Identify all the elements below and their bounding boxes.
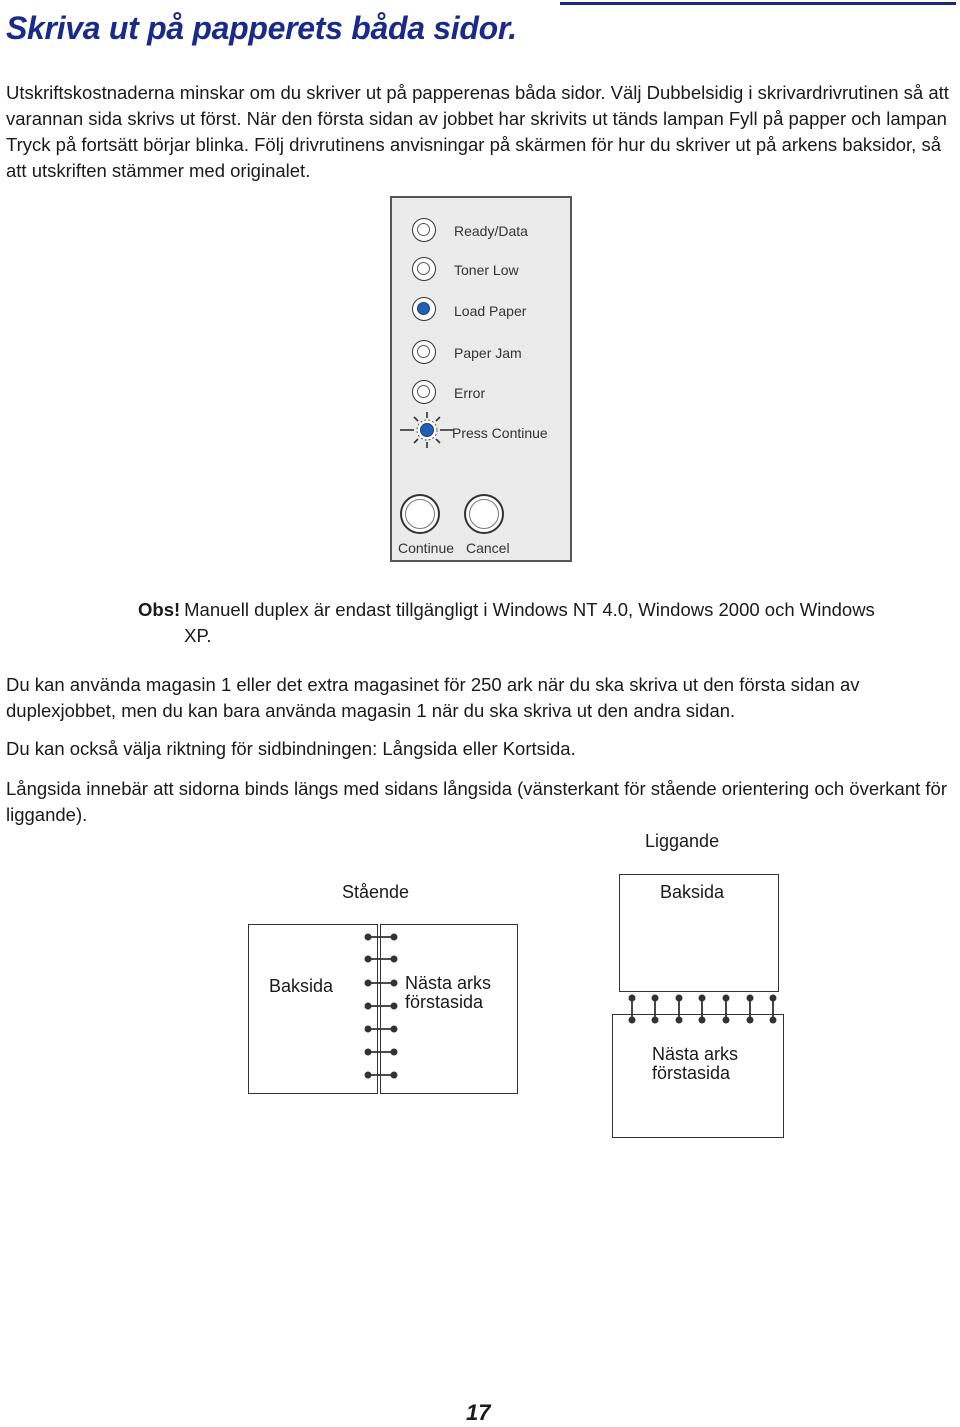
landscape-back-label: Baksida [660, 882, 725, 902]
light-label-paper-jam: Paper Jam [454, 345, 522, 361]
intro-paragraph: Utskriftskostnaderna minskar om du skriver ut på papperenas båda sidor. Välj Dubbelsidig i skrivardrivrutinen så att varannan sida skrivs ut först. När den första sidan av jobbet har skrivits ut tänds lampan Fyll på papper och lampan Tryck på fortsätt börjar blinka. Följ drivrutinens anvisningar på skärmen för hur du skriver ut på arkens baksidor, så att utskriften stämmer med originalet. [6, 82, 949, 181]
landscape-front-page [612, 1014, 784, 1138]
page-number: 17 [466, 1400, 491, 1425]
light-label-error: Error [454, 385, 486, 401]
light-label-toner-low: Toner Low [454, 262, 519, 278]
light-label-ready-data: Ready/Data [454, 223, 528, 239]
note-label: Obs! [138, 599, 181, 620]
error-light-icon [412, 380, 436, 404]
landscape-label: Liggande [645, 831, 720, 851]
page-title: Skriva ut på papperets båda sidor. [6, 10, 517, 46]
note [138, 597, 938, 649]
note-text: Manuell duplex är endast tillgängligt i Windows NT 4.0, Windows 2000 och Windows XP. [184, 599, 875, 646]
portrait-front-line1: Nästa arks [405, 973, 492, 993]
landscape-back-page [619, 874, 779, 992]
toner-low-light-icon [412, 257, 436, 281]
ready-data-light-icon [412, 218, 436, 242]
light-label-load-paper: Load Paper [454, 303, 527, 319]
press-continue-blinking-light-icon [396, 410, 454, 450]
continue-button-label: Continue [398, 540, 455, 556]
continue-button-icon [400, 494, 440, 534]
landscape-front-line1: Nästa arks [652, 1044, 739, 1064]
cancel-button-label: Cancel [466, 540, 510, 556]
binding-paragraph: Du kan också välja riktning för sidbindningen: Långsida eller Kortsida. [6, 738, 576, 759]
portrait-back-label: Baksida [269, 976, 334, 996]
load-paper-light-icon [412, 297, 436, 321]
portrait-label: Stående [342, 882, 410, 902]
portrait-back-page [248, 924, 378, 1094]
portrait-front-page [380, 924, 518, 1094]
tray-paragraph: Du kan använda magasin 1 eller det extra magasinet för 250 ark när du ska skriva ut den första sidan av duplexjobbet, men du kan bara använda magasin 1 när du ska skriva ut den andra sidan. [6, 674, 860, 721]
operator-panel [390, 196, 572, 562]
landscape-front-line2: förstasida [652, 1063, 731, 1083]
paper-jam-light-icon [412, 340, 436, 364]
cancel-button-icon [464, 494, 504, 534]
long-edge-paragraph: Långsida innebär att sidorna binds längs med sidans långsida (vänsterkant för stående orientering och överkant för liggande). [6, 778, 947, 825]
portrait-front-line2: förstasida [405, 992, 484, 1012]
light-label-press-continue: Press Continue [452, 425, 548, 441]
title-rule [560, 2, 956, 5]
